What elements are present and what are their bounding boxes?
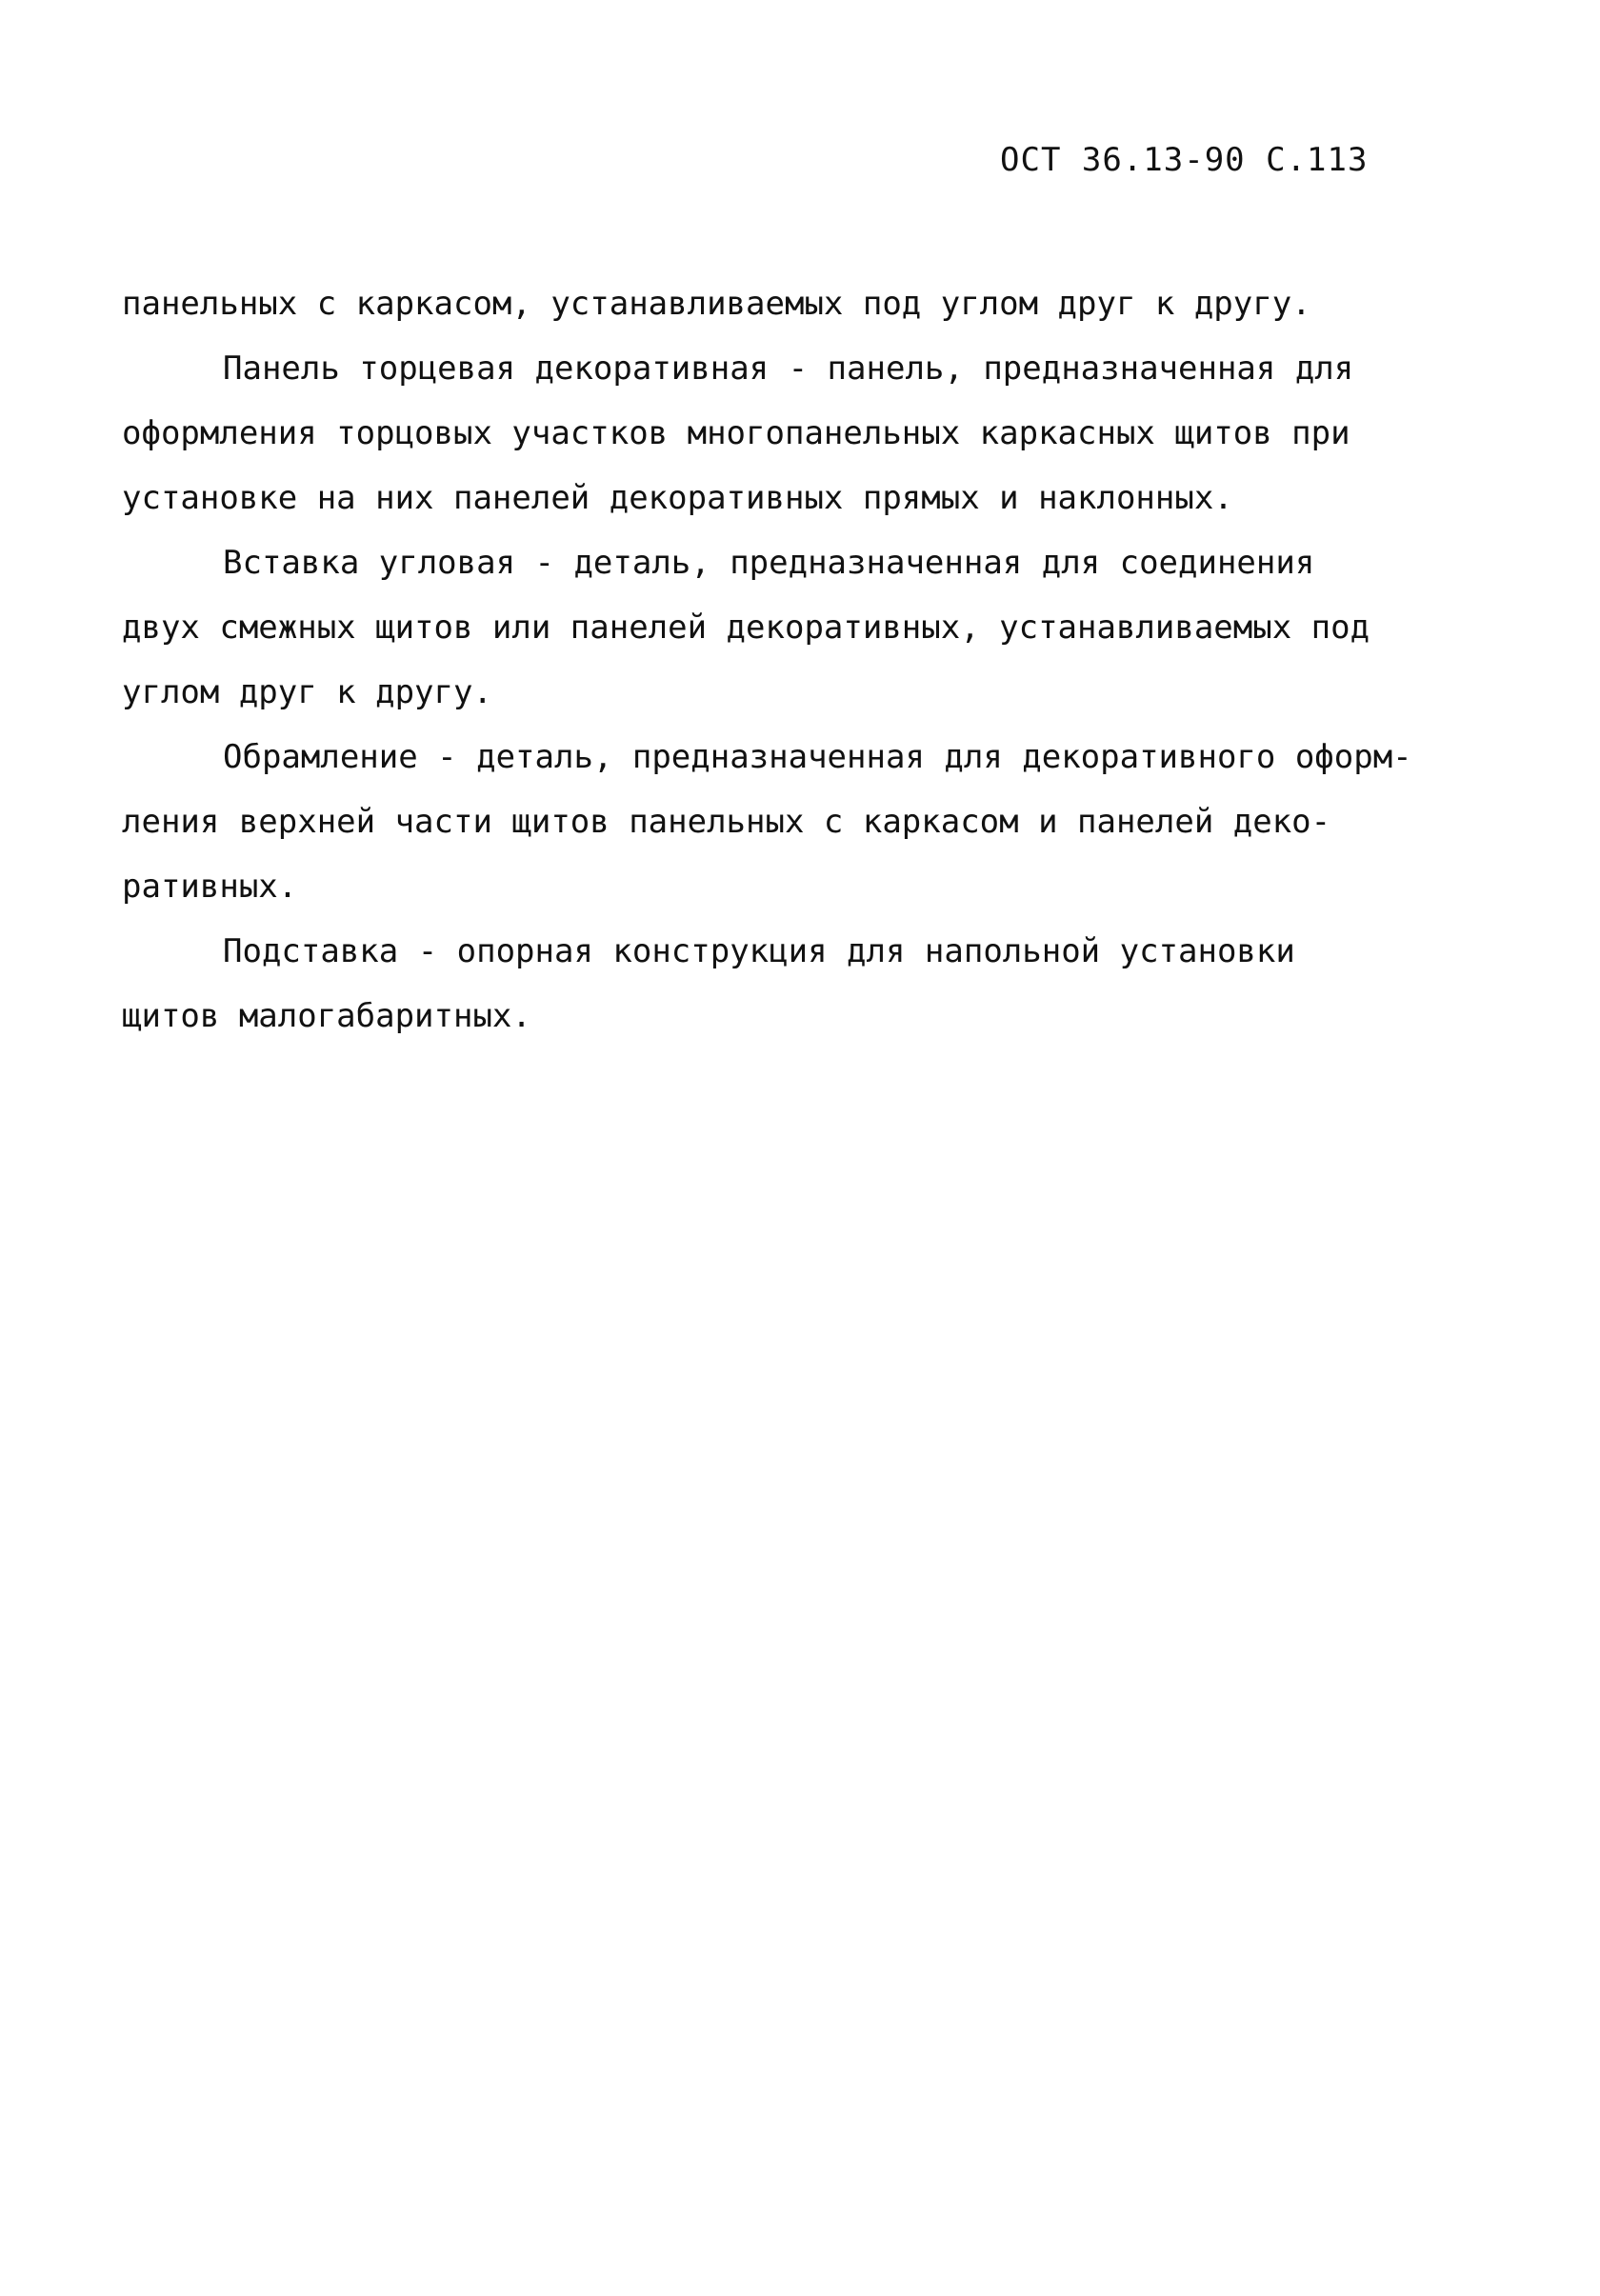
text-line: углом друг к другу.	[122, 673, 492, 711]
text-line: панельных с каркасом, устанавливаемых под углом друг к другу.	[122, 285, 1311, 323]
paragraph-start-line: Обрамление - деталь, предназначенная для декоративного оформ-	[223, 738, 1412, 776]
text-line: двух смежных щитов или панелей декоративных, устанавливаемых под	[122, 609, 1370, 647]
document-body	[122, 271, 1455, 1048]
text-line: ления верхней части щитов панельных с каркасом и панелей деко-	[122, 803, 1331, 841]
text-line: установке на них панелей декоративных прямых и наклонных.	[122, 479, 1233, 517]
paragraph-start-line: Подставка - опорная конструкция для напольной установки	[223, 932, 1295, 970]
paragraph-start-line: Вставка угловая - деталь, предназначенная для соединения	[223, 544, 1315, 582]
paragraph-start-line: Панель торцевая декоративная - панель, предназначенная для	[223, 349, 1354, 388]
page-header: ОСТ 36.13-90 С.113	[1000, 141, 1369, 179]
text-line: щитов малогабаритных.	[122, 997, 531, 1035]
text-line: оформления торцовых участков многопанельных каркасных щитов при	[122, 414, 1350, 452]
text-line: ративных.	[122, 868, 298, 906]
